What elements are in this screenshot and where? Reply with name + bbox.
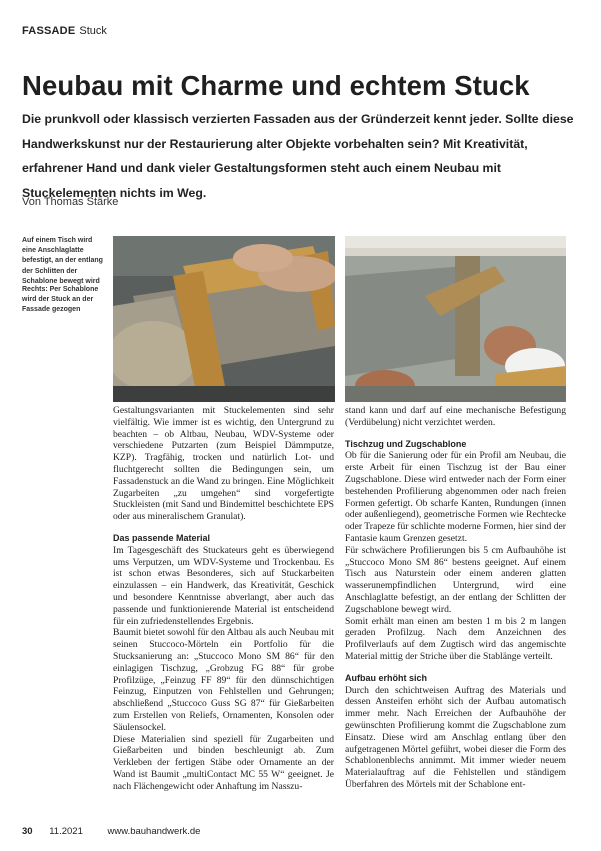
photo-caption-left: Auf einem Tisch wird eine Anschlaglatte befestigt, an der entlang der Schlitten der Schablone bewegt wird xyxy=(22,237,103,285)
paragraph: Für schwächere Profilierungen bis 5 cm Aufbauhöhe ist „Stuccoco Mono SM 86“ bestens geeignet. Auf einem Tisch aus Naturstein oder einem anderen glatten wasserunempfindlichen Untergrund, wird eine Anschlaglatte befestigt, an der entlang der Schlitten der Zugschablone bewegt wird. xyxy=(345,544,566,615)
photo-facade-draw xyxy=(345,236,566,402)
paragraph: Baumit bietet sowohl für den Altbau als auch Neubau mit seinen Stuccoco-Mörteln ein Portfolio für die Stucksanierung an: „Stuccoco Mono SM 86“ für den einlagigen Tischzug, „Grobzug FG 88“ für grobe Profilzüge, „Feinzug FF 89“ für den dünnschichtigen Feinzug, Einputzen von Fehlstellen und Gehrungen; abschließend „Stuccoco Guss SG 87“ für Gießarbeiten zum Erstellen von Reliefs, Ornamenten, Konsolen oder Säulensockel. xyxy=(113,627,334,733)
photo-caption-right: Rechts: Per Schablone wird der Stuck an der Fassade gezogen xyxy=(22,286,99,314)
paragraph: Somit erhält man einen am besten 1 m bis 2 m langen geraden Profilzug. Nach dem Anzeichnen des Profilverlaufs auf dem Zugtisch wird das angemischte Material mittig der Striche über die Stablänge verteilt. xyxy=(345,615,566,662)
paragraph: Ob für die Sanierung oder für ein Profil am Neubau, die erste Arbeit für einen Tischzug ist der Bau einer Zugschablone. Diese wird entweder nach der Form einer bestehenden Profilierung abgenommen oder nach freien Formen gefertigt. Ob scharfe Kanten, Rundungen (innen oder außenliegend), geometrische Formen wie Rechtecke oder Trapeze für schlichte moderne Formen, hier sind der Fantasie kaum Grenzen gesetzt. xyxy=(345,450,566,544)
subheading-aufbau: Aufbau erhöht sich xyxy=(345,672,428,683)
photo-table-draw xyxy=(113,236,335,402)
website-link[interactable]: www.bauhandwerk.de xyxy=(107,826,201,837)
page-footer xyxy=(22,826,200,837)
section-name: FASSADE xyxy=(22,25,76,37)
article-column-left xyxy=(113,405,334,793)
subheading-material: Das passende Material xyxy=(113,532,211,543)
paragraph: Diese Materialien sind speziell für Zugarbeiten und Gießarbeiten und binden beschleunigt ab. Zum Verkleben der fertigen Stäbe oder Ornamente an der Wand ist Baumit „multiContact MC 55 W“ geeignet. Je nach Flächengewicht oder Anhaftung im Nasszu- xyxy=(113,733,334,792)
byline: Von Thomas Stärke xyxy=(22,196,119,208)
section-kicker xyxy=(22,25,107,37)
paragraph: Im Tagesgeschäft des Stuckateurs geht es überwiegend ums Verputzen, um WDV-Systeme und Trockenbau. Es ist schon etwas Besonderes, sich auf Stuckarbeiten einzulassen – ein Handwerk, das Kreativität, Geschick und besondere Kenntnisse abverlangt, aber auch das passende und funktionierende Material ist entscheidend für ein zufriedenstellendes Ergebnis. xyxy=(113,544,334,627)
page-number: 30 xyxy=(22,826,33,837)
article-lead: Die prunkvoll oder klassisch verzierten Fassaden aus der Gründerzeit kennt jeder. Sollte diese Handwerkskunst nur der Restaurierung alter Objekte vorbehalten sein? Mit Kreativität, erfahrener Hand und dank vieler Gestaltungsformen steht auch einem Neubau mit Stuckelementen nichts im Weg. xyxy=(22,112,574,200)
paragraph: stand kann und darf auf eine mechanische Befestigung (Verdübelung) nicht verzichtet werden. xyxy=(345,405,566,428)
paragraph: Durch den schichtweisen Auftrag des Materials und dessen Ansteifen erhöht sich der Aufbau automatisch immer mehr. Nach Erreichen der Aufbauhöhe der gewünschten Profilierung kommt die Zugschablone zum Einsatz. Diese wird am Anschlag entlang über den aufgetragenen Mörtel geführt, wobei dieser die Form des Schablonenblechs annimmt. Mit immer wieder neuem Materialauftrag auf die Fehlstellen und ständigem Überfahren des Mörtels mit der Schablone ent- xyxy=(345,684,566,790)
article-column-right xyxy=(345,405,566,791)
paragraph: Gestaltungsvarianten mit Stuckelementen sind sehr vielfältig. Wie immer ist es wichtig, den Untergrund zu beachten – ob Altbau, Neubau, WDV-Systeme oder verschiedene Putzarten (zum Beispiel Dämmputze, KZP). Tragfähig, trocken und natürlich Lot- und fluchtgerecht sollten die Bedingungen sein, um Fassadenstuck an die Wand zu bringen. Eine Möglichkeit Zugarbeiten „zu umgehen“ sind vorgefertigte Stuckleisten (mit Sand und Bindemittel beschichtete EPS oder aus mineralischem Granulat). xyxy=(113,405,334,523)
subsection-name: Stuck xyxy=(79,25,107,37)
subheading-tischzug: Tischzug und Zugschablone xyxy=(345,438,467,449)
issue-number: 11.2021 xyxy=(49,826,83,837)
article-title: Neubau mit Charme und echtem Stuck xyxy=(22,70,530,101)
